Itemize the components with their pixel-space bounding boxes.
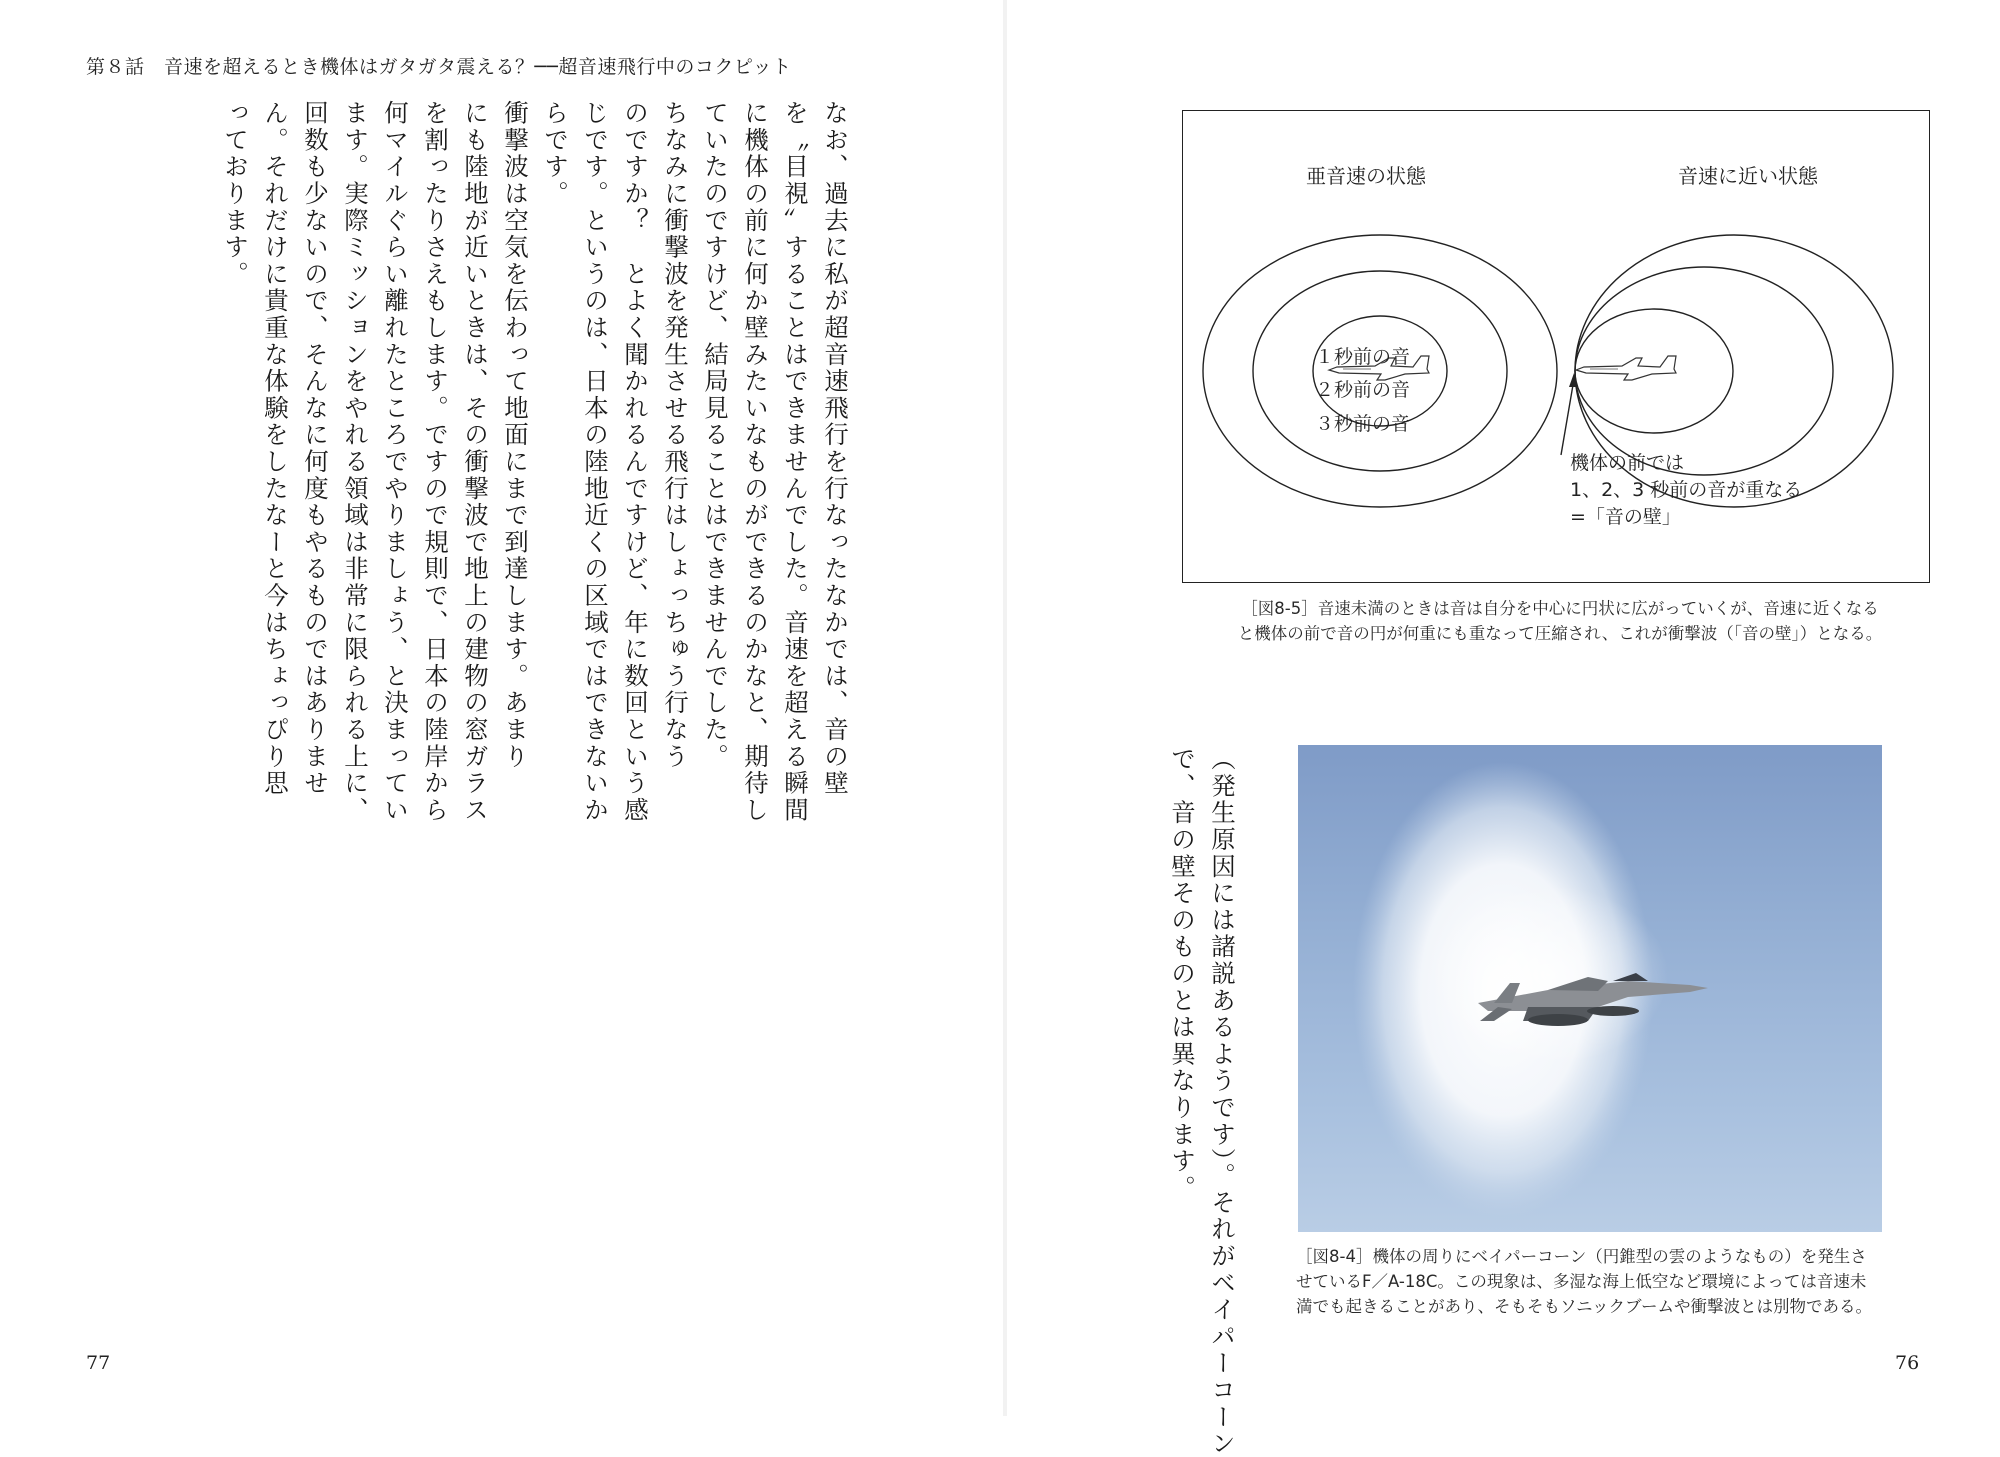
caption-line: せているF／A-18C。この現象は、多湿な海上低空など環境によっては音速未: [1296, 1272, 1867, 1291]
arrow-head-icon: [1569, 373, 1578, 387]
page-number-left: 77: [86, 1352, 111, 1374]
label-near-sonic: 音速に近い状態: [1678, 164, 1818, 188]
annotation-line-3: =「音の壁」: [1570, 506, 1681, 528]
running-head: 第８話 音速を超えるとき機体はガタガタ震える？──超音速飛行中のコクピット: [86, 56, 792, 78]
side-body-text: （発生原因には諸説あるようです）。それがベイパーコーン で、音の壁そのものとは異なります。: [1168, 746, 1237, 1457]
caption-line: ［図8-5］音速未満のときは音は自分を中心に円状に広がっていくが、音速に近くなる: [1241, 599, 1879, 618]
caption-line: と機体の前で音の円が何重にも重なって圧縮され、これが衝撃波（「音の壁」）となる。: [1237, 624, 1883, 643]
ring-label-2: ２秒前の音: [1315, 379, 1411, 401]
annotation-line-2: 1、2、3 秒前の音が重なる: [1570, 479, 1803, 501]
figure-8-4-caption: [1296, 1244, 1898, 1319]
figure-8-4-photo: [1298, 745, 1882, 1232]
page-number-right: 76: [1895, 1352, 1920, 1374]
annotation-line-1: 機体の前では: [1570, 452, 1685, 474]
label-subsonic: 亜音速の状態: [1306, 164, 1426, 188]
caption-line: 満でも起きることがあり、そもそもソニックブームや衝撃波とは別物である。: [1296, 1297, 1873, 1316]
caption-line: ［図8-4］機体の周りにベイパーコーン（円錐型の雲のようなもの）を発生さ: [1296, 1247, 1867, 1266]
figure-8-5-diagram: [1182, 110, 1930, 583]
figure-8-5-caption: [1200, 596, 1920, 646]
near-sonic-jet-icon: [1576, 356, 1676, 380]
left-page: [0, 0, 1003, 1416]
ring-label-1: １秒前の音: [1315, 346, 1411, 368]
ring-label-3: ３秒前の音: [1315, 413, 1411, 435]
annotation-arrow: [1561, 379, 1574, 455]
main-body-text: なお、過去に私が超音速飛行を行なったなかでは、音の壁 を〝目視〟することはできませんでした。音速を超える瞬間 に機体の前に何か壁みたいなものができるのかなと、期待し ていたのですけど、結局見ることはできませんでした。 ちなみに衝撃波を発生させる飛行はしょっちゅう行なう のですか？ とよく聞かれるんですけど、年に数回という感 じです。というのは、日本の陸地近くの区域ではできないか らです。 衝撃波は空気を伝わって地面にまで到達します。あまり にも陸地が近いときは、その衝撃波で地上の建物の窓ガラス を割ったりさえもします。ですので規則で、日本の陸岸から 何マイルぐらい離れたところでやりましょう、と決まってい ます。実際ミッションをやれる領域は非常に限られる上に、 回数も少ないので、そんなに何度もやるものではありませ ん。それだけに貴重な体験をしたなーと今はちょっぴり思 っております。: [221, 100, 850, 824]
